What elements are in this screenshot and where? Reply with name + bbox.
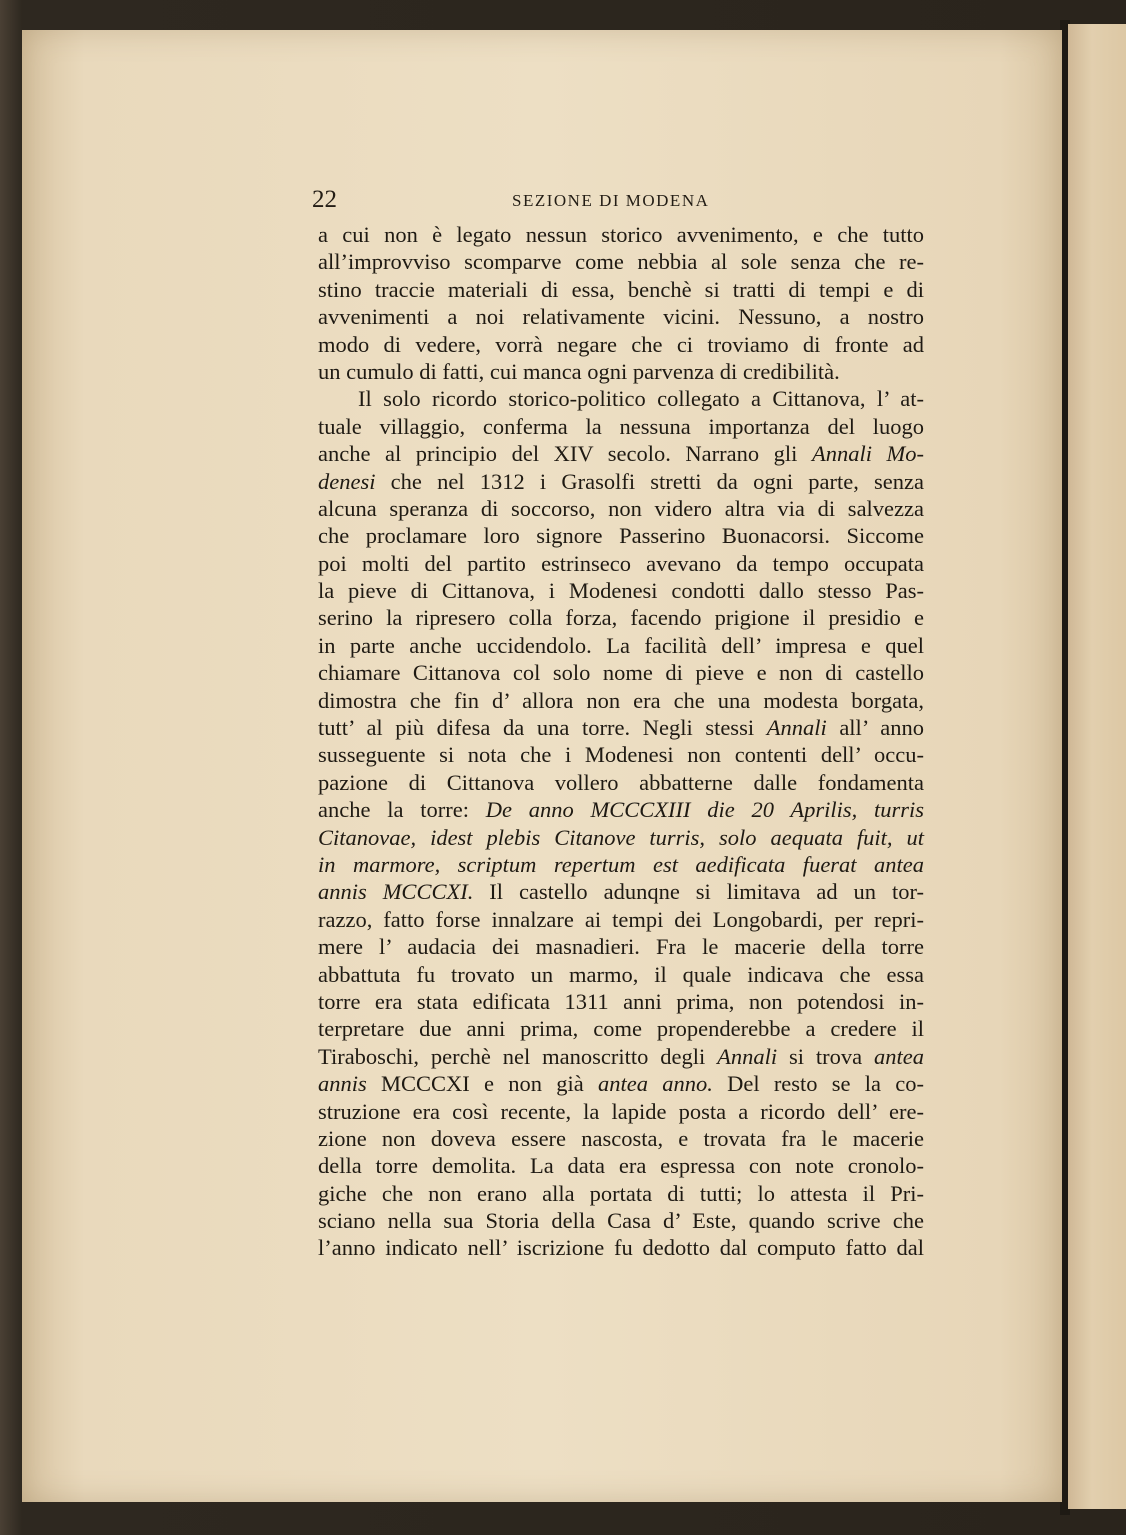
- text-line: [318, 385, 924, 412]
- text-line: [318, 687, 924, 714]
- text-segment: all’ anno: [826, 715, 924, 741]
- text-line: [318, 550, 924, 577]
- text-segment: terpretare due anni prima, come propenderebbe a credere il: [318, 1016, 924, 1042]
- text-line: [318, 796, 924, 823]
- text-line: [318, 769, 924, 796]
- text-segment: giche che non erano alla portata di tutti; lo attesta il Pri-: [318, 1180, 924, 1206]
- text-line: [318, 906, 924, 933]
- text-segment: dimostra che fin d’ allora non era che una modesta borgata,: [318, 687, 924, 713]
- text-segment: abbattuta fu trovato un marmo, il quale indicava che essa: [318, 961, 924, 987]
- text-line: [318, 1015, 924, 1042]
- text-segment: anche la torre:: [318, 797, 486, 823]
- italic-text: antea: [873, 1043, 924, 1069]
- text-segment: torre era stata edificata 1311 anni prima, non potendosi in-: [318, 988, 924, 1014]
- page-header: [312, 186, 924, 222]
- body-text: [318, 221, 924, 1262]
- text-line: [318, 851, 924, 878]
- text-segment: sciano nella sua Storia della Casa d’ Este, quando scrive che: [318, 1208, 924, 1234]
- text-line: [318, 604, 924, 631]
- text-segment: modo di vedere, vorrà negare che ci troviamo di fronte ad: [318, 331, 924, 357]
- running-title: SEZIONE DI MODENA: [512, 191, 710, 210]
- italic-text: Annali: [766, 715, 827, 741]
- text-line: [318, 714, 924, 741]
- text-line: [318, 1043, 924, 1070]
- italic-text: Annali: [717, 1043, 778, 1069]
- italic-text: annis: [318, 1071, 367, 1097]
- text-line: [318, 824, 924, 851]
- text-segment: anche al principio del XIV secolo. Narrano gli: [318, 441, 812, 467]
- text-line: [318, 413, 924, 440]
- text-segment: Il solo ricordo storico-politico collegato a Cittanova, l’ at-: [358, 386, 924, 412]
- text-line: [318, 468, 924, 495]
- text-line: [318, 1180, 924, 1207]
- text-line: [318, 221, 924, 248]
- text-segment: alcuna speranza di soccorso, non videro altra via di salvezza: [318, 495, 924, 521]
- text-segment: che nel 1312 i Grasolfi stretti da ogni parte, senza: [375, 468, 924, 494]
- text-line: [318, 248, 924, 275]
- text-segment: Del resto se la co-: [712, 1071, 924, 1097]
- text-segment: si trova: [777, 1043, 874, 1069]
- italic-text: annis MCCCXI.: [318, 879, 474, 905]
- text-segment: la pieve di Cittanova, i Modenesi condotti dallo stesso Pas-: [318, 578, 924, 604]
- text-segment: chiamare Cittanova col solo nome di pieve e non di castello: [318, 660, 924, 686]
- text-line: [318, 522, 924, 549]
- text-line: [318, 878, 924, 905]
- italic-text: antea anno.: [597, 1071, 713, 1097]
- text-line: [318, 1207, 924, 1234]
- text-line: [318, 303, 924, 330]
- page-number: 22: [312, 186, 337, 213]
- facing-page-edge: [1068, 24, 1126, 1509]
- text-segment: zione non doveva essere nascosta, e trovata fra le macerie: [318, 1125, 924, 1151]
- text-segment: poi molti del partito estrinseco avevano da tempo occupata: [318, 550, 924, 576]
- text-segment: stino traccie materiali di essa, benchè si tratti di tempi e di: [318, 276, 924, 302]
- text-line: [318, 933, 924, 960]
- text-segment: tutt’ al più difesa da una torre. Negli stessi: [318, 715, 767, 741]
- italic-text: in marmore, scriptum repertum est aedificata fuerat antea: [318, 851, 924, 877]
- text-line: [318, 358, 924, 385]
- text-line: [318, 331, 924, 358]
- text-segment: un cumulo di fatti, cui manca ogni parvenza di credibilità.: [318, 358, 840, 384]
- text-segment: a cui non è legato nessun storico avvenimento, e che tutto: [318, 222, 924, 247]
- text-segment: della torre demolita. La data era espressa con note cronolo-: [318, 1153, 924, 1179]
- text-segment: l’anno indicato nell’ iscrizione fu dedotto dal computo fatto dal: [318, 1235, 924, 1261]
- text-segment: razzo, fatto forse innalzare ai tempi dei Longobardi, per repri-: [318, 906, 924, 932]
- text-line: [318, 659, 924, 686]
- text-line: [318, 577, 924, 604]
- text-segment: in parte anche uccidendolo. La facilità dell’ impresa e quel: [318, 632, 924, 658]
- text-segment: tuale villaggio, conferma la nessuna importanza del luogo: [318, 413, 924, 439]
- text-line: [318, 1070, 924, 1097]
- text-segment: avvenimenti a noi relativamente vicini. Nessuno, a nostro: [318, 304, 924, 330]
- text-segment: susseguente si nota che i Modenesi non contenti dell’ occu-: [318, 742, 924, 768]
- text-line: [318, 1152, 924, 1179]
- text-segment: MCCCXI e non già: [366, 1071, 598, 1097]
- text-line: [318, 1234, 924, 1261]
- text-segment: serino la ripresero colla forza, facendo prigione il presidio e: [318, 605, 924, 631]
- text-line: [318, 495, 924, 522]
- text-line: [318, 276, 924, 303]
- text-segment: che proclamare loro signore Passerino Buonacorsi. Siccome: [318, 523, 924, 549]
- text-line: [318, 1125, 924, 1152]
- text-segment: pazione di Cittanova vollero abbatterne dalle fondamenta: [318, 769, 924, 795]
- text-line: [318, 440, 924, 467]
- italic-text: Annali Mo-: [811, 441, 924, 467]
- text-segment: Tiraboschi, perchè nel manoscritto degli: [318, 1043, 718, 1069]
- italic-text: Citanovae, idest plebis Citanove turris, solo aequata fuit, ut: [318, 824, 924, 850]
- text-segment: struzione era così recente, la lapide posta a ricordo dell’ ere-: [318, 1098, 924, 1124]
- text-line: [318, 961, 924, 988]
- text-line: [318, 741, 924, 768]
- italic-text: denesi: [318, 468, 376, 494]
- text-line: [318, 1098, 924, 1125]
- text-line: [318, 988, 924, 1015]
- italic-text: De anno MCCCXIII die 20 Aprilis, turris: [485, 797, 925, 823]
- text-line: [318, 632, 924, 659]
- text-segment: all’improvviso scomparve come nebbia al sole senza che re-: [318, 249, 924, 275]
- text-segment: Il castello adunqne si limitava ad un tor-: [473, 879, 924, 905]
- text-segment: mere l’ audacia dei masnadieri. Fra le macerie della torre: [318, 934, 924, 960]
